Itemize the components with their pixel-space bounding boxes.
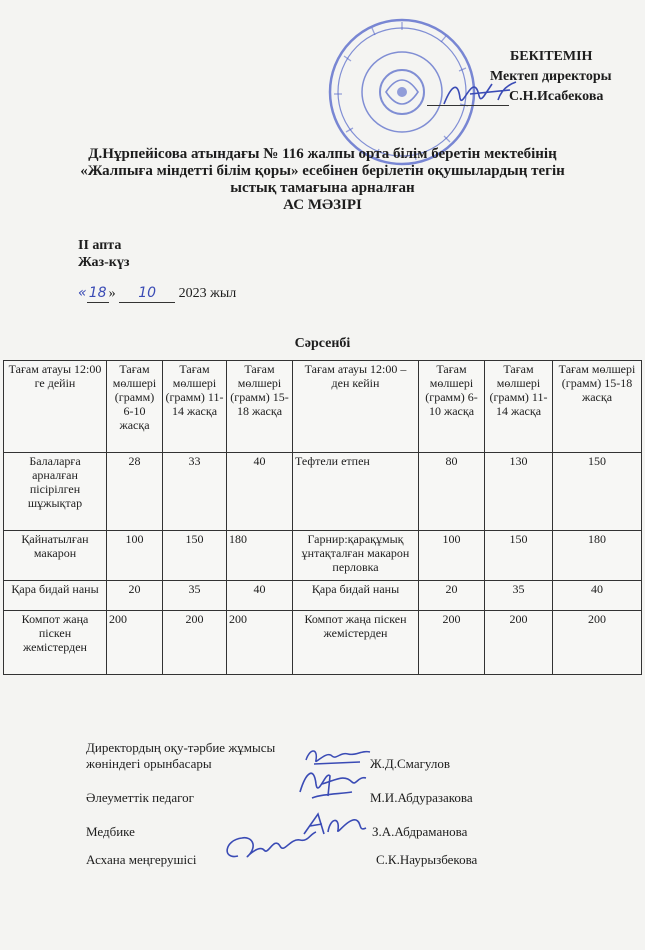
amount-cell: 100 (107, 531, 163, 581)
amount-cell: 150 (553, 453, 642, 531)
approval-name: С.Н.Исабекова (509, 89, 604, 104)
amount-cell: 35 (163, 581, 227, 611)
canteen-head-signature-icon (218, 826, 318, 870)
amount-cell: 40 (553, 581, 642, 611)
amount-cell: 28 (107, 453, 163, 531)
header-line-2: «Жалпыға міндетті білім қоры» есебінен берілетін оқушылардың тегін (80, 163, 565, 179)
director-signature-icon (440, 78, 520, 110)
header-cell: Тағам мөлшері (грамм) 15-18 жасқа (227, 361, 293, 453)
social-pedagogue-signature-icon (292, 762, 372, 804)
amount-cell: 200 (485, 611, 553, 675)
dish-cell: Гарнир:қарақұмық ұнтақталған макарон перловка (293, 531, 419, 581)
dish-cell: Балаларға арналған пісірілген шұжықтар (4, 453, 107, 531)
table-row (4, 531, 642, 581)
dish-cell: Қара бидай наны (293, 581, 419, 611)
amount-cell: 180 (553, 531, 642, 581)
week-label: ІІ апта (78, 238, 122, 253)
amount-cell: 150 (163, 531, 227, 581)
amount-cell: 35 (485, 581, 553, 611)
dish-cell: Тефтели етпен (293, 453, 419, 531)
date-open-quote: « (78, 285, 87, 301)
date-day: 18 (88, 285, 107, 301)
signature-role: Асхана меңгерушісі (86, 852, 197, 867)
amount-cell: 150 (485, 531, 553, 581)
day-name: Сәрсенбі (294, 336, 351, 351)
header-cell: Тағам мөлшері (грамм) 11-14 жасқа (163, 361, 227, 453)
season-label: Жаз-күз (78, 255, 130, 270)
menu-title: АС МӘЗІРІ (283, 197, 362, 213)
amount-cell: 40 (227, 453, 293, 531)
menu-table (3, 360, 642, 675)
header-line-3: ыстық тамағына арналған (230, 180, 415, 196)
amount-cell: 100 (419, 531, 485, 581)
amount-cell: 20 (419, 581, 485, 611)
header-cell: Тағам мөлшері (грамм) 6-10 жасқа (419, 361, 485, 453)
amount-cell: 200 (107, 611, 163, 675)
signature-role: жөніндегі орынбасары (86, 756, 212, 771)
amount-cell: 40 (227, 581, 293, 611)
date-year: 2023 жыл (178, 286, 237, 301)
approval-position: Мектеп директоры (490, 69, 612, 84)
signature-role: Медбике (86, 824, 135, 839)
signature-role: Директордың оқу-тәрбие жұмысы (86, 740, 276, 755)
header-cell: Тағам мөлшері (грамм) 15-18 жасқа (553, 361, 642, 453)
signature-name: З.А.Абдраманова (372, 824, 468, 839)
table-row (4, 453, 642, 531)
table-row (4, 581, 642, 611)
table-row (4, 611, 642, 675)
amount-cell: 80 (419, 453, 485, 531)
dish-cell: Қайнатылған макарон (4, 531, 107, 581)
header-cell: Тағам атауы 12:00 – ден кейін (293, 361, 419, 453)
dish-cell: Компот жаңа піскен жемістерден (293, 611, 419, 675)
amount-cell: 20 (107, 581, 163, 611)
amount-cell: 200 (227, 611, 293, 675)
table-header-row (4, 361, 642, 453)
amount-cell: 200 (553, 611, 642, 675)
approval-title: БЕКІТЕМІН (510, 49, 593, 64)
header-line-1: Д.Нұрпейісова атындағы № 116 жалпы орта білім беретін мектебінің (88, 146, 557, 162)
dish-cell: Компот жаңа піскен жемістерден (4, 611, 107, 675)
amount-cell: 130 (485, 453, 553, 531)
date-close-quote: » (108, 286, 116, 301)
amount-cell: 33 (163, 453, 227, 531)
signature-role: Әлеуметтік педагог (86, 790, 194, 805)
signature-name: Ж.Д.Смагулов (370, 756, 450, 771)
dish-cell: Қара бидай наны (4, 581, 107, 611)
amount-cell: 180 (227, 531, 293, 581)
date-month: 10 (138, 285, 157, 301)
amount-cell: 200 (163, 611, 227, 675)
amount-cell: 200 (419, 611, 485, 675)
signature-name: М.И.Абдуразакова (370, 790, 473, 805)
date-line (78, 285, 236, 303)
header-cell: Тағам атауы 12:00 ге дейін (4, 361, 107, 453)
header-cell: Тағам мөлшері (грамм) 6-10 жасқа (107, 361, 163, 453)
header-cell: Тағам мөлшері (грамм) 11-14 жасқа (485, 361, 553, 453)
signature-name: С.К.Наурызбекова (376, 852, 478, 867)
